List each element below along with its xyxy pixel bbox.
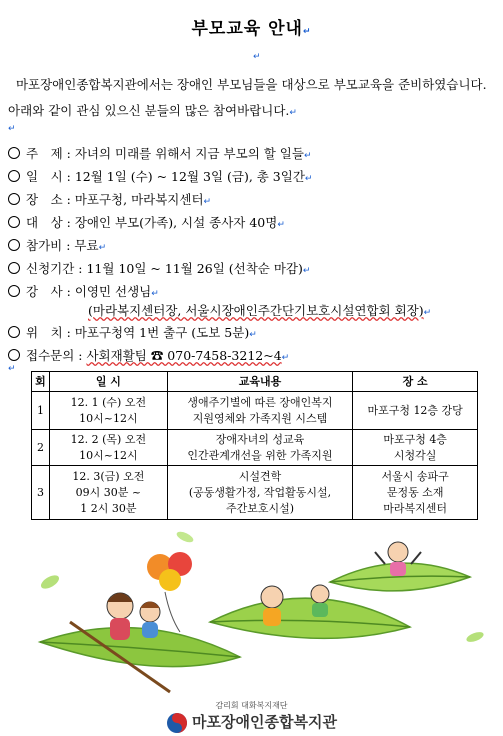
header-content: 교육내용 [167,372,353,392]
table-header-row [32,372,478,392]
detail-row-period: 신청기간 : 11월 10일 ~ 11월 26일 (선착순 마감)↵ [8,259,310,277]
paragraph-mark-icon: ↵ [253,52,261,62]
paragraph-mark-icon: ↵ [302,27,312,37]
bullet-circle-icon [8,262,20,274]
cell-place: 마포구청 12층 강당 [353,392,478,430]
intro-paragraph [8,72,496,126]
footer [0,700,503,734]
paragraph-mark-icon: ↵ [8,364,16,374]
cell-no: 3 [32,466,50,520]
table-row [32,430,478,466]
header-no: 회 [32,372,50,392]
org-subtitle: 감리회 대화복지재단 [215,701,288,710]
bullet-circle-icon [8,216,20,228]
cell-date: 12. 2 (목) 오전 10시~12시 [49,430,167,466]
cell-date: 12. 3(금) 오전 09시 30분 ~ 1 2시 30분 [49,466,167,520]
detail-row-topic: 주 제 : 자녀의 미래를 위해서 지금 부모의 할 일들↵ [8,144,312,162]
bullet-circle-icon [8,326,20,338]
detail-row-contact: 접수문의 : 사회재활팀 ☎ 070-7458-3212~4↵ [8,346,289,364]
title-text: 부모교육 안내 [191,19,303,39]
page-title [0,14,503,39]
cell-date: 12. 1 (수) 오전 10시~12시 [49,392,167,430]
cell-no: 2 [32,430,50,466]
header-date: 일 시 [49,372,167,392]
detail-row-place: 장 소 : 마포구청, 마라복지센터↵ [8,190,211,208]
cell-content: 장애자녀의 성교육 인간관계개선을 위한 가족지원 [167,430,353,466]
bullet-circle-icon [8,239,20,251]
detail-row-date: 일 시 : 12월 1일 (수) ~ 12월 3일 (금), 총 3일간↵ [8,167,312,185]
cell-place: 마포구청 4층 시청각실 [353,430,478,466]
bullet-circle-icon [8,147,20,159]
cell-content: 시설견학 (공동생활가정, 작업활동시설, 주간보호시설) [167,466,353,520]
bullet-circle-icon [8,193,20,205]
bullet-circle-icon [8,349,20,361]
org-name: 마포장애인종합복지관 [192,713,337,731]
intro-text: 마포장애인종합복지관에서는 장애인 부모님들을 대상으로 부모교육을 준비하였습니다. 아래와 같이 관심 있으신 분들의 많은 참여바랍니다. [8,77,487,118]
cell-content: 생애주기별에 따른 장애인복지 지원영체와 가족지원 시스템 [167,392,353,430]
detail-row-target: 대 상 : 장애인 부모(가족), 시설 종사자 40명↵ [8,213,285,231]
header-place: 장 소 [353,372,478,392]
cell-place: 서울시 송파구 문정동 소재 마라복지센터 [353,466,478,520]
bullet-circle-icon [8,170,20,182]
family-leaf-illustration [20,522,490,702]
detail-row-location: 위 치 : 마포구청역 1번 출구 (도보 5분)↵ [8,323,257,341]
schedule-table [31,371,478,520]
detail-row-fee: 참가비 : 무료↵ [8,236,106,254]
table-row [32,466,478,520]
paragraph-mark-icon: ↵ [8,124,16,134]
detail-row-speaker: 강 사 : 이영민 선생님↵ [8,282,159,300]
paragraph-mark-icon: ↵ [289,108,297,118]
table-row [32,392,478,430]
org-logo-icon [166,712,188,734]
cell-no: 1 [32,392,50,430]
detail-row-speaker-title: (마라복지센터장, 서울시장애인주간단기보호시설연합회 회장)↵ [88,303,432,318]
bullet-circle-icon [8,285,20,297]
